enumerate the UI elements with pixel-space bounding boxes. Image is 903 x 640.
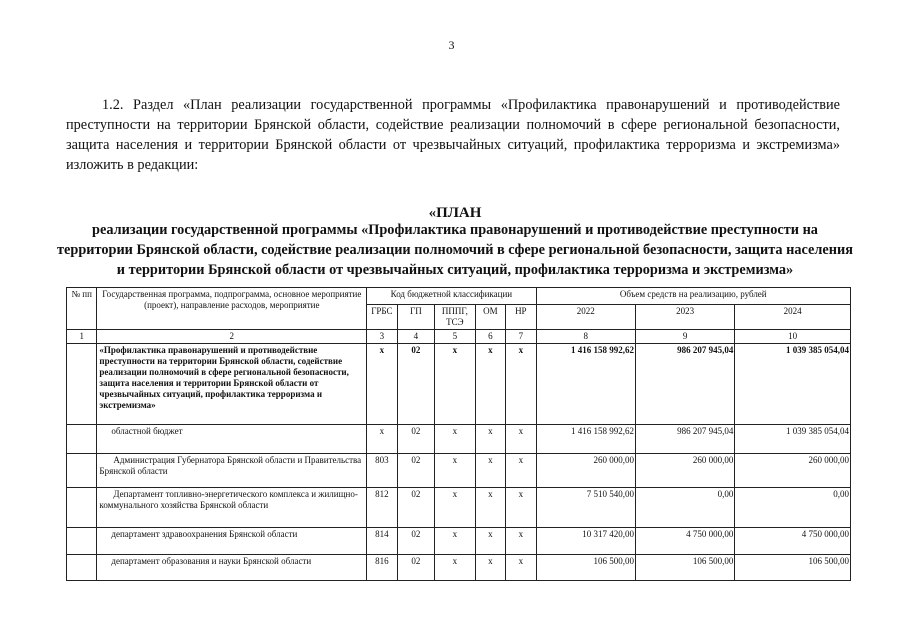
row-nr: x (506, 425, 536, 454)
row-num (67, 488, 97, 528)
row-grbs: 814 (367, 528, 397, 555)
row-amount-2023: 986 207 945,04 (635, 344, 734, 425)
row-pppg: x (435, 488, 476, 528)
row-num (67, 425, 97, 454)
row-amount-2023: 260 000,00 (635, 454, 734, 488)
row-name: «Профилактика правонарушений и противодействие преступности на территории Брянской области, содействие реализации полномочий в сфере региональной безопасности, защита населения и территории Брянской области от чрезвычайных ситуаций, профилактика терроризма и экстремизма» (97, 344, 367, 425)
plan-subtitle: реализации государственной программы «Профилактика правонарушений и противодействие преступности на территории Брянской области, содействие реализации полномочий в сфере региональной безопасности, защита населения и территории Брянской области от чрезвычайных ситуаций, профилактика терроризма и экстремизма» (57, 222, 853, 278)
row-nr: x (506, 344, 536, 425)
row-nr: x (506, 454, 536, 488)
table-row (67, 488, 851, 528)
row-amount-2024: 4 750 000,00 (735, 528, 851, 555)
row-amount-2023: 986 207 945,04 (635, 425, 734, 454)
column-number: 4 (397, 330, 435, 344)
table-row (67, 555, 851, 581)
header-code-grbs: ГРБС (367, 305, 397, 330)
row-amount-2023: 106 500,00 (635, 555, 734, 581)
row-pppg: x (435, 555, 476, 581)
column-number: 3 (367, 330, 397, 344)
row-amount-2022: 10 317 420,00 (536, 528, 635, 555)
header-year-2022: 2022 (536, 305, 635, 330)
column-number: 8 (536, 330, 635, 344)
row-name: областной бюджет (97, 425, 367, 454)
row-amount-2024: 0,00 (735, 488, 851, 528)
row-num (67, 454, 97, 488)
header-code-pppg: ПППГ, ТСЭ (435, 305, 476, 330)
row-amount-2022: 1 416 158 992,62 (536, 425, 635, 454)
row-name: Департамент топливно-энергетического комплекса и жилищно-коммунального хозяйства Брянской области (97, 488, 367, 528)
row-num (67, 528, 97, 555)
row-nr: x (506, 528, 536, 555)
row-num (67, 555, 97, 581)
row-name: Администрация Губернатора Брянской области и Правительства Брянской области (97, 454, 367, 488)
row-amount-2023: 0,00 (635, 488, 734, 528)
row-gp: 02 (397, 425, 435, 454)
plan-table (66, 287, 851, 581)
table-row (67, 528, 851, 555)
row-om: x (475, 344, 505, 425)
row-amount-2022: 1 416 158 992,62 (536, 344, 635, 425)
intro-paragraph: 1.2. Раздел «План реализации государственной программы «Профилактика правонарушений и противодействие преступности на территории Брянской области, содействие реализации полномочий в сфере региональной безопасности, защита населения и территории Брянской области от чрезвычайных ситуаций, профилактика терроризма и экстремизма» изложить в редакции: (66, 97, 840, 173)
row-gp: 02 (397, 488, 435, 528)
header-code-nr: НР (506, 305, 536, 330)
row-num (67, 344, 97, 425)
column-number: 7 (506, 330, 536, 344)
row-grbs: 812 (367, 488, 397, 528)
header-code-gp: ГП (397, 305, 435, 330)
row-om: x (475, 528, 505, 555)
row-amount-2023: 4 750 000,00 (635, 528, 734, 555)
column-number: 6 (475, 330, 505, 344)
row-pppg: x (435, 344, 476, 425)
header-year-2023: 2023 (635, 305, 734, 330)
row-gp: 02 (397, 555, 435, 581)
plan-title: «ПЛАН (428, 205, 482, 221)
row-amount-2022: 7 510 540,00 (536, 488, 635, 528)
row-grbs: 816 (367, 555, 397, 581)
table-row (67, 344, 851, 425)
row-gp: 02 (397, 528, 435, 555)
page-number: 3 (448, 38, 455, 52)
row-name: департамент образования и науки Брянской области (97, 555, 367, 581)
row-pppg: x (435, 454, 476, 488)
column-number: 5 (435, 330, 476, 344)
column-number: 9 (635, 330, 734, 344)
row-amount-2024: 260 000,00 (735, 454, 851, 488)
row-om: x (475, 555, 505, 581)
row-gp: 02 (397, 454, 435, 488)
row-amount-2022: 260 000,00 (536, 454, 635, 488)
column-number: 2 (97, 330, 367, 344)
header-funding: Объем средств на реализацию, рублей (536, 288, 850, 305)
table-row (67, 425, 851, 454)
row-om: x (475, 488, 505, 528)
row-grbs: 803 (367, 454, 397, 488)
header-num: № пп (67, 288, 97, 330)
row-amount-2024: 1 039 385 054,04 (735, 425, 851, 454)
header-name: Государственная программа, подпрограмма, основное мероприятие (проект), направление расходов, мероприятие (97, 288, 367, 330)
row-om: x (475, 454, 505, 488)
row-pppg: x (435, 425, 476, 454)
row-om: x (475, 425, 505, 454)
row-grbs: x (367, 344, 397, 425)
row-nr: x (506, 555, 536, 581)
row-amount-2022: 106 500,00 (536, 555, 635, 581)
header-budget-code: Код бюджетной классификации (367, 288, 536, 305)
header-code-om: ОМ (475, 305, 505, 330)
row-nr: x (506, 488, 536, 528)
row-name: департамент здравоохранения Брянской области (97, 528, 367, 555)
table-row (67, 454, 851, 488)
row-grbs: x (367, 425, 397, 454)
header-year-2024: 2024 (735, 305, 851, 330)
row-amount-2024: 106 500,00 (735, 555, 851, 581)
row-gp: 02 (397, 344, 435, 425)
row-pppg: x (435, 528, 476, 555)
column-number: 1 (67, 330, 97, 344)
row-amount-2024: 1 039 385 054,04 (735, 344, 851, 425)
column-number: 10 (735, 330, 851, 344)
